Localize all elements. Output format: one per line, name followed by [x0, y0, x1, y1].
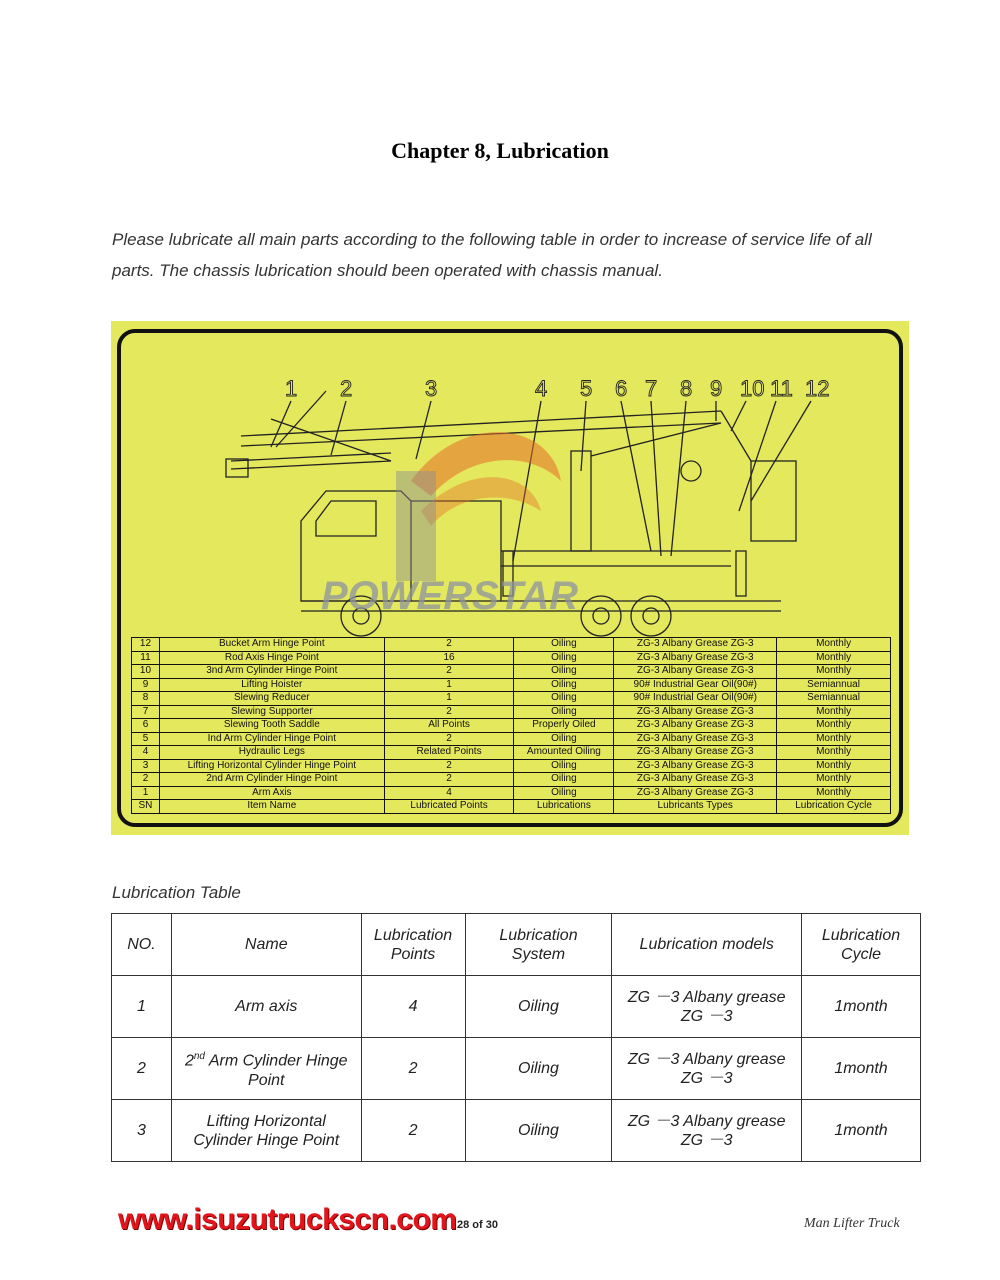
plate-cell: Monthly	[777, 665, 891, 679]
plate-cell: Oiling	[514, 665, 614, 679]
plate-table-row	[132, 665, 891, 679]
watermark-text: POWERSTAR	[321, 574, 579, 618]
plate-cell: 2	[384, 759, 514, 773]
header-system: Lubrication System	[465, 914, 612, 976]
cell-no: 1	[112, 976, 172, 1038]
diagram-number-12: 12	[805, 376, 830, 401]
plate-cell: Oiling	[514, 678, 614, 692]
table-row	[112, 1100, 921, 1162]
document-title: Man Lifter Truck	[804, 1216, 900, 1231]
plate-cell: SN	[132, 800, 160, 814]
plate-cell: ZG-3 Albany Grease ZG-3	[614, 638, 777, 652]
plate-table-row	[132, 678, 891, 692]
plate-cell: ZG-3 Albany Grease ZG-3	[614, 759, 777, 773]
plate-cell: ZG-3 Albany Grease ZG-3	[614, 786, 777, 800]
cell-cycle: 1month	[802, 1038, 921, 1100]
plate-cell: ZG-3 Albany Grease ZG-3	[614, 705, 777, 719]
plate-cell: Lifting Horizontal Cylinder Hinge Point	[159, 759, 384, 773]
plate-cell: 1	[384, 678, 514, 692]
plate-cell: Oiling	[514, 759, 614, 773]
plate-cell: Lubricants Types	[614, 800, 777, 814]
plate-table	[131, 637, 891, 814]
diagram-number-8: 8	[680, 376, 693, 401]
plate-cell: Slewing Reducer	[159, 692, 384, 706]
plate-cell: 1	[384, 692, 514, 706]
plate-cell: ZG-3 Albany Grease ZG-3	[614, 732, 777, 746]
plate-cell: 7	[132, 705, 160, 719]
plate-cell: Rod Axis Hinge Point	[159, 651, 384, 665]
plate-cell: 2	[384, 773, 514, 787]
cell-name: Lifting Horizontal Cylinder Hinge Point	[171, 1100, 361, 1162]
diagram-number-9: 9	[710, 376, 723, 401]
cell-name: Arm axis	[171, 976, 361, 1038]
cell-points: 2	[361, 1100, 465, 1162]
plate-cell: Semiannual	[777, 692, 891, 706]
plate-cell: 16	[384, 651, 514, 665]
plate-cell: Lubrications	[514, 800, 614, 814]
cell-no: 2	[112, 1038, 172, 1100]
plate-cell: Oiling	[514, 651, 614, 665]
header-models: Lubrication models	[612, 914, 802, 976]
plate-cell: 4	[132, 746, 160, 760]
plate-table-row	[132, 705, 891, 719]
plate-cell: 2	[384, 705, 514, 719]
table-row	[112, 976, 921, 1038]
plate-cell: Monthly	[777, 746, 891, 760]
name-part: 2	[184, 1052, 194, 1070]
page-title: Chapter 8, Lubrication	[391, 138, 609, 163]
diagram-number-7: 7	[645, 376, 658, 401]
plate-table-row	[132, 651, 891, 665]
diagram-number-2: 2	[340, 376, 353, 401]
plate-cell: 3nd Arm Cylinder Hinge Point	[159, 665, 384, 679]
diagram-number-10: 10	[740, 376, 765, 401]
plate-table-row	[132, 800, 891, 814]
plate-cell: ZG-3 Albany Grease ZG-3	[614, 746, 777, 760]
plate-cell: Bucket Arm Hinge Point	[159, 638, 384, 652]
plate-cell: Slewing Tooth Saddle	[159, 719, 384, 733]
diagram-number-11: 11	[770, 376, 793, 401]
plate-cell: 2	[384, 665, 514, 679]
plate-cell: Item Name	[159, 800, 384, 814]
plate-cell: 5	[132, 732, 160, 746]
name-rest: Arm Cylinder Hinge Point	[205, 1052, 348, 1089]
diagram-number-1: 1	[285, 376, 298, 401]
plate-cell: 3	[132, 759, 160, 773]
plate-cell: 4	[384, 786, 514, 800]
plate-table-row	[132, 692, 891, 706]
plate-cell: Slewing Supporter	[159, 705, 384, 719]
plate-cell: Ind Arm Cylinder Hinge Point	[159, 732, 384, 746]
plate-cell: 2	[132, 773, 160, 787]
plate-table-row	[132, 719, 891, 733]
plate-cell: Monthly	[777, 719, 891, 733]
cell-points: 4	[361, 976, 465, 1038]
header-no: NO.	[112, 914, 172, 976]
plate-cell: 6	[132, 719, 160, 733]
plate-cell: Oiling	[514, 773, 614, 787]
plate-cell: 90# Industrial Gear Oil(90#)	[614, 678, 777, 692]
diagram-number-3: 3	[425, 376, 438, 401]
plate-cell: Hydraulic Legs	[159, 746, 384, 760]
plate-cell: Arm Axis	[159, 786, 384, 800]
cell-models: ZG －3 Albany grease ZG －3	[612, 976, 802, 1038]
intro-paragraph: Please lubricate all main parts according to the following table in order to increase of service life of all parts. The chassis lubrication should been operated with chassis manual.	[112, 230, 872, 280]
plate-cell: ZG-3 Albany Grease ZG-3	[614, 719, 777, 733]
plate-cell: Related Points	[384, 746, 514, 760]
plate-cell: 8	[132, 692, 160, 706]
plate-cell: 9	[132, 678, 160, 692]
cell-system: Oiling	[465, 976, 612, 1038]
truck-diagram	[131, 351, 881, 641]
plate-cell: 90# Industrial Gear Oil(90#)	[614, 692, 777, 706]
plate-cell: All Points	[384, 719, 514, 733]
page-number: 28 of 30	[457, 1219, 498, 1231]
plate-table-row	[132, 773, 891, 787]
plate-cell: Oiling	[514, 786, 614, 800]
plate-cell: 10	[132, 665, 160, 679]
plate-table-row	[132, 732, 891, 746]
plate-cell: Oiling	[514, 692, 614, 706]
plate-cell: Amounted Oiling	[514, 746, 614, 760]
table-header-row	[112, 914, 921, 976]
cell-cycle: 1month	[802, 1100, 921, 1162]
plate-cell: ZG-3 Albany Grease ZG-3	[614, 773, 777, 787]
plate-table-row	[132, 638, 891, 652]
cell-models: ZG －3 Albany grease ZG －3	[612, 1100, 802, 1162]
plate-cell: Monthly	[777, 638, 891, 652]
plate-cell: Lubrication Cycle	[777, 800, 891, 814]
plate-cell: Monthly	[777, 786, 891, 800]
plate-cell: ZG-3 Albany Grease ZG-3	[614, 665, 777, 679]
name-superscript: nd	[193, 1051, 205, 1063]
table-caption: Lubrication Table	[112, 883, 241, 902]
diagram-number-6: 6	[615, 376, 628, 401]
lubrication-plate-photo	[111, 321, 909, 835]
cell-name	[171, 1038, 361, 1100]
plate-cell: Monthly	[777, 705, 891, 719]
plate-cell: 1	[132, 786, 160, 800]
cell-system: Oiling	[465, 1038, 612, 1100]
plate-cell: Monthly	[777, 773, 891, 787]
plate-cell: Lifting Hoister	[159, 678, 384, 692]
cell-cycle: 1month	[802, 976, 921, 1038]
plate-cell: 12	[132, 638, 160, 652]
plate-table-row	[132, 759, 891, 773]
plate-cell: Monthly	[777, 732, 891, 746]
plate-cell: Lubricated Points	[384, 800, 514, 814]
plate-cell: Oiling	[514, 705, 614, 719]
plate-table-row	[132, 746, 891, 760]
plate-cell: Properly Oiled	[514, 719, 614, 733]
header-cycle: Lubrication Cycle	[802, 914, 921, 976]
plate-cell: ZG-3 Albany Grease ZG-3	[614, 651, 777, 665]
plate-cell: Monthly	[777, 759, 891, 773]
plate-cell: 11	[132, 651, 160, 665]
header-name: Name	[171, 914, 361, 976]
plate-cell: 2nd Arm Cylinder Hinge Point	[159, 773, 384, 787]
cell-system: Oiling	[465, 1100, 612, 1162]
cell-no: 3	[112, 1100, 172, 1162]
footer-url-link[interactable]: www.isuzutruckscn.com	[118, 1203, 457, 1236]
lubrication-table	[111, 913, 921, 1162]
plate-cell: 2	[384, 638, 514, 652]
cell-points: 2	[361, 1038, 465, 1100]
diagram-number-5: 5	[580, 376, 593, 401]
cell-models: ZG －3 Albany grease ZG －3	[612, 1038, 802, 1100]
table-row	[112, 1038, 921, 1100]
plate-cell: Monthly	[777, 651, 891, 665]
plate-cell: 2	[384, 732, 514, 746]
header-points: Lubrication Points	[361, 914, 465, 976]
plate-table-row	[132, 786, 891, 800]
plate-cell: Semiannual	[777, 678, 891, 692]
diagram-number-4: 4	[535, 376, 548, 401]
plate-cell: Oiling	[514, 732, 614, 746]
plate-cell: Oiling	[514, 638, 614, 652]
